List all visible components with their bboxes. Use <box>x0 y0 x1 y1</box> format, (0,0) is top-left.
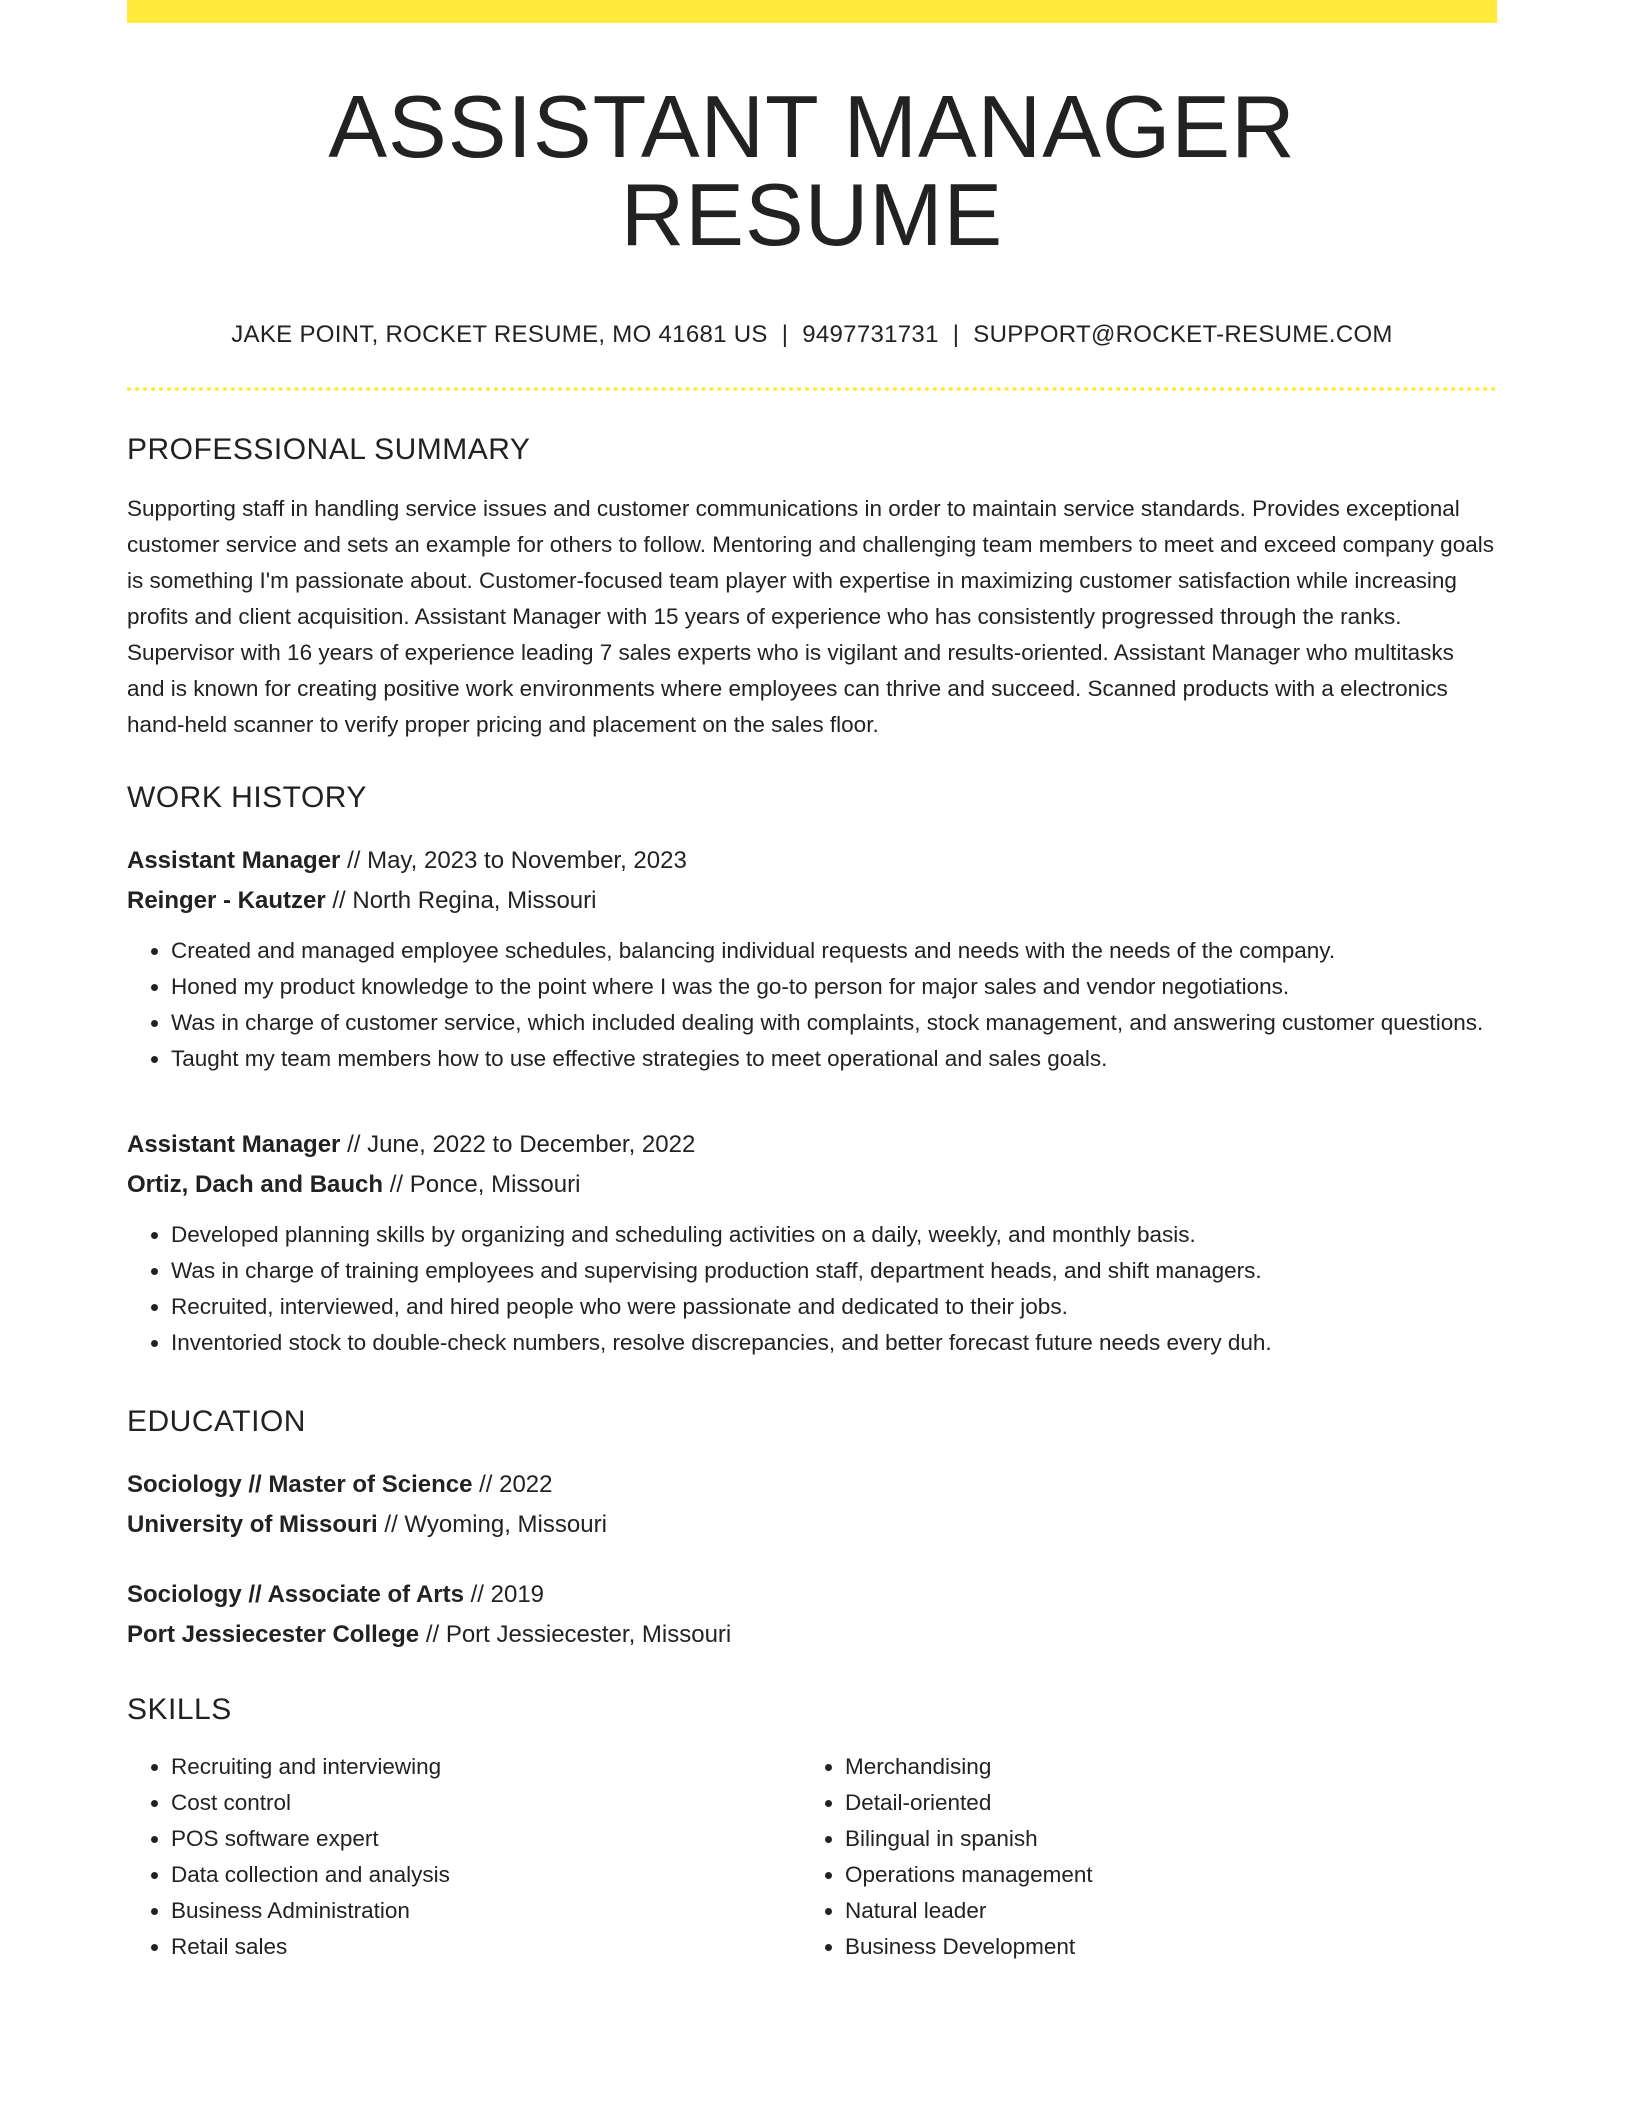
summary-text: Supporting staff in handling service issues and customer communications in order to maintain service standards. Provides exceptional customer service and sets an example for others to follow. Mentoring and challenging team members to meet and exceed company goals is something I'm passionate about. Customer-focused team player with expertise in maximizing customer satisfaction while increasing profits and client acquisition. Assistant Manager with 15 years of experience who has consistently progressed through the ranks. Supervisor with 16 years of experience leading 7 sales experts who is vigilant and results-oriented. Assistant Manager who multitasks and is known for creating positive work environments where employees can thrive and succeed. Scanned products with a electronics hand-held scanner to verify proper pricing and placement on the sales floor. <box>127 496 1494 737</box>
job-title-line <box>127 841 1497 881</box>
job-dates: // May, 2023 to November, 2023 <box>340 847 687 874</box>
school-location: // Port Jessiecester, Missouri <box>419 1621 732 1648</box>
school-name: Port Jessiecester College <box>127 1621 420 1648</box>
skill-item: • Merchandising <box>845 1749 1475 1785</box>
job-location: // North Regina, Missouri <box>325 887 597 914</box>
degree: Sociology // Associate of Arts <box>127 1581 464 1608</box>
job-bullet: • Was in charge of customer service, which included dealing with complaints, stock management, and answering customer questions. <box>171 1005 1497 1041</box>
job-entry <box>127 841 1497 1077</box>
job-location: // Ponce, Missouri <box>383 1171 581 1198</box>
contact-phone: 9497731731 <box>802 321 939 348</box>
contact-separator: | <box>952 321 960 348</box>
job-company: Ortiz, Dach and Bauch <box>127 1171 384 1198</box>
job-company-line <box>127 881 1497 921</box>
job-title-line <box>127 1125 1497 1165</box>
skills-left-column <box>127 1749 801 1965</box>
degree-line <box>127 1575 1497 1615</box>
school-line <box>127 1505 1497 1545</box>
skill-item: • Data collection and analysis <box>171 1857 801 1893</box>
job-bullet: • Recruited, interviewed, and hired people who were passionate and dedicated to their jobs. <box>171 1289 1497 1325</box>
resume-page <box>127 0 1497 1965</box>
graduation-year: // 2019 <box>463 1581 545 1608</box>
resume-title: ASSISTANT MANAGER RESUME <box>328 77 1296 264</box>
job-company-line <box>127 1165 1497 1205</box>
dotted-divider <box>127 387 1497 391</box>
skills-heading: SKILLS <box>127 1693 232 1726</box>
job-entry <box>127 1125 1497 1361</box>
skill-item: • Business Development <box>845 1929 1475 1965</box>
accent-top-bar <box>127 0 1497 23</box>
skill-item: • Operations management <box>845 1857 1475 1893</box>
skill-item: • Recruiting and interviewing <box>171 1749 801 1785</box>
skills-right-column <box>801 1749 1475 1965</box>
skill-item: • Detail-oriented <box>845 1785 1475 1821</box>
job-bullet: • Taught my team members how to use effective strategies to meet operational and sales goals. <box>171 1041 1497 1077</box>
school-name: University of Missouri <box>127 1511 378 1538</box>
skill-item: • Natural leader <box>845 1893 1475 1929</box>
education-entry <box>127 1465 1497 1545</box>
skills-columns <box>127 1749 1497 1965</box>
school-line <box>127 1615 1497 1655</box>
job-bullet: • Created and managed employee schedules, balancing individual requests and needs with the needs of the company. <box>171 933 1497 969</box>
skill-item: • POS software expert <box>171 1821 801 1857</box>
contact-email: SUPPORT@ROCKET-RESUME.COM <box>973 321 1393 348</box>
education-heading: EDUCATION <box>127 1405 306 1438</box>
job-bullet: • Was in charge of training employees and supervising production staff, department heads, and shift managers. <box>171 1253 1497 1289</box>
job-bullets <box>127 1217 1497 1361</box>
contact-line <box>127 321 1497 349</box>
job-bullets <box>127 933 1497 1077</box>
skill-item: • Cost control <box>171 1785 801 1821</box>
summary-heading: PROFESSIONAL SUMMARY <box>127 433 531 466</box>
job-company: Reinger - Kautzer <box>127 887 326 914</box>
graduation-year: // 2022 <box>472 1471 553 1498</box>
contact-address: JAKE POINT, ROCKET RESUME, MO 41681 US <box>231 321 768 348</box>
job-title: Assistant Manager <box>127 847 341 874</box>
education-entry <box>127 1575 1497 1655</box>
job-bullet: • Inventoried stock to double-check numbers, resolve discrepancies, and better forecast future needs every duh. <box>171 1325 1497 1361</box>
job-bullet: • Honed my product knowledge to the point where I was the go-to person for major sales and vendor negotiations. <box>171 969 1497 1005</box>
job-bullet: • Developed planning skills by organizing and scheduling activities on a daily, weekly, and monthly basis. <box>171 1217 1497 1253</box>
skill-item: • Retail sales <box>171 1929 801 1965</box>
degree: Sociology // Master of Science <box>127 1471 473 1498</box>
job-title: Assistant Manager <box>127 1131 341 1158</box>
skill-item: • Bilingual in spanish <box>845 1821 1475 1857</box>
skill-item: • Business Administration <box>171 1893 801 1929</box>
degree-line <box>127 1465 1497 1505</box>
school-location: // Wyoming, Missouri <box>377 1511 607 1538</box>
work-history-heading: WORK HISTORY <box>127 781 367 814</box>
contact-separator: | <box>781 321 789 348</box>
job-dates: // June, 2022 to December, 2022 <box>340 1131 696 1158</box>
